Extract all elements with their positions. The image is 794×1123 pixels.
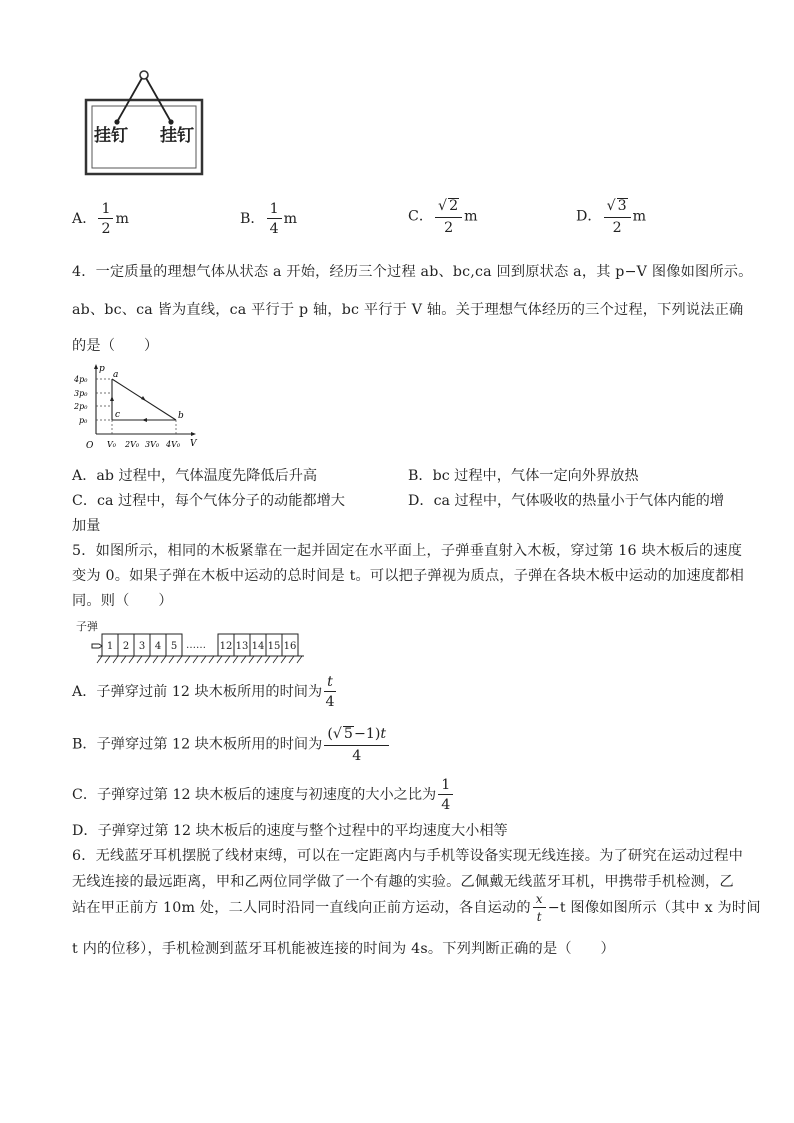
board-label: 15 <box>267 641 281 652</box>
board-label: 2 <box>122 641 130 652</box>
board-label: 5 <box>170 641 178 652</box>
q5-stem-line-1: 5．如图所示，相同的木板紧靠在一起并固定在水平面上，子弹垂直射入木板，穿过第 16 块木板后的速度 <box>72 543 743 559</box>
q6-stem-line-2: 无线连接的最远距离，甲和乙两位同学做了一个有趣的实验。乙佩戴无线蓝牙耳机，甲携带手机检测，乙 <box>72 874 734 890</box>
q3-option-b[interactable]: B． $\frac{1}{4}$ m <box>240 201 298 238</box>
q4-option-b[interactable]: B．bc 过程中，气体一定向外界放热 <box>408 468 639 484</box>
q5-option-c[interactable]: C．子弹穿过第 12 块木板后的速度与初速度的大小之比为 $\frac{1}{4}$ <box>72 778 455 812</box>
board-label: 4 <box>154 641 162 652</box>
point-c: c <box>115 410 121 420</box>
q4-option-c[interactable]: C．ca 过程中，每个气体分子的动能都增大 <box>72 493 345 509</box>
q5-option-a[interactable]: A．子弹穿过前 12 块木板所用的时间为 $\frac{t}{4}$ <box>72 674 335 711</box>
board-label: 13 <box>235 641 249 652</box>
q5-option-b[interactable]: B．子弹穿过第 12 块木板所用的时间为 $\frac{(√ 5-1)t}{4}$ <box>72 726 391 763</box>
xtick-2v0: 2V₀ <box>125 440 140 449</box>
bullet-icon <box>92 644 102 648</box>
bullet-label: 子弹 <box>76 620 98 633</box>
q5-stem-line-3: 同。则（ ） <box>72 593 173 609</box>
ytick-3p0: 3p₀ <box>74 389 88 398</box>
fraction: $\frac{1}{2}$ <box>98 202 113 236</box>
q6-stem-line-3: 站在甲正前方 10m 处，二人同时沿同一直线向正前方运动，各自运动的 $\frac{x}{t}$ −t 图像如图所示（其中 x 为时间 <box>72 892 761 924</box>
q3-option-a[interactable]: A． $\frac{1}{2}$ m <box>72 201 129 238</box>
board-label: 3 <box>138 641 146 652</box>
board-label: 12 <box>219 641 233 652</box>
q4-stem-line-3: 的是（ ） <box>72 338 159 354</box>
fraction: $\frac{1}{4}$ <box>438 778 453 812</box>
q3-option-d[interactable]: D． $\frac{√ 3}{2}$ m <box>576 198 647 236</box>
board-label: 1 <box>106 641 114 652</box>
fraction: $\frac{√ 3}{2}$ <box>604 198 631 235</box>
origin-label: O <box>86 441 94 451</box>
fraction: $\frac{√ 2}{2}$ <box>435 198 462 235</box>
q4-option-d[interactable]: D．ca 过程中，气体吸收的热量小于气体内能的增 <box>408 493 725 509</box>
point-a: a <box>113 370 119 380</box>
board-label: 16 <box>283 641 297 652</box>
q3-option-c[interactable]: C． $\frac{√ 2}{2}$ m <box>408 198 478 236</box>
xtick-v0: V₀ <box>107 440 116 449</box>
boards-figure <box>72 618 312 668</box>
board-label: 14 <box>251 641 265 652</box>
ytick-2p0: 2p₀ <box>74 402 88 411</box>
xtick-3v0: 3V₀ <box>145 440 160 449</box>
q5-option-d[interactable]: D．子弹穿过第 12 块木板后的速度与整个过程中的平均速度大小相等 <box>72 823 508 839</box>
axis-label-p: p <box>99 364 105 374</box>
xtick-4v0: 4V₀ <box>166 440 181 449</box>
ytick-4p0: 4p₀ <box>74 375 88 384</box>
q4-option-a[interactable]: A．ab 过程中，气体温度先降低后升高 <box>72 468 318 484</box>
axis-label-v: V <box>190 439 197 449</box>
frame-figure <box>80 66 210 181</box>
q4-stem-line-1: 4．一定质量的理想气体从状态 a 开始，经历三个过程 ab、bc,ca 回到原状态 a，其 p−V 图像如图所示。 <box>72 264 753 280</box>
q5-stem-line-2: 变为 0。如果子弹在木板中运动的总时间是 t。可以把子弹视为质点，子弹在各块木板中运动的加速度都相 <box>72 568 744 584</box>
fraction: $\frac{x}{t}$ <box>533 893 546 923</box>
q6-stem-line-4: t 内的位移），手机检测到蓝牙耳机能被连接的时间为 4s。下列判断正确的是（ ） <box>72 941 615 957</box>
ytick-p0: p₀ <box>79 416 88 425</box>
fraction: $\frac{1}{4}$ <box>267 202 282 236</box>
fraction: $\frac{t}{4}$ <box>325 674 335 711</box>
nail-label-right: 挂钉 <box>160 126 194 146</box>
pv-diagram <box>72 362 202 458</box>
nail-label-left: 挂钉 <box>94 126 128 146</box>
point-b: b <box>178 411 184 421</box>
q4-stem-line-2: ab、bc、ca 皆为直线，ca 平行于 p 轴，bc 平行于 V 轴。关于理想气体经历的三个过程，下列说法正确 <box>72 302 744 318</box>
boards-ellipsis: …… <box>186 640 206 651</box>
fraction: $\frac{(√ 5-1)t}{4}$ <box>324 726 389 763</box>
q6-stem-line-1: 6．无线蓝牙耳机摆脱了线材束缚，可以在一定距离内与手机等设备实现无线连接。为了研究在运动过程中 <box>72 848 744 864</box>
q4-option-d-cont: 加量 <box>72 518 101 534</box>
